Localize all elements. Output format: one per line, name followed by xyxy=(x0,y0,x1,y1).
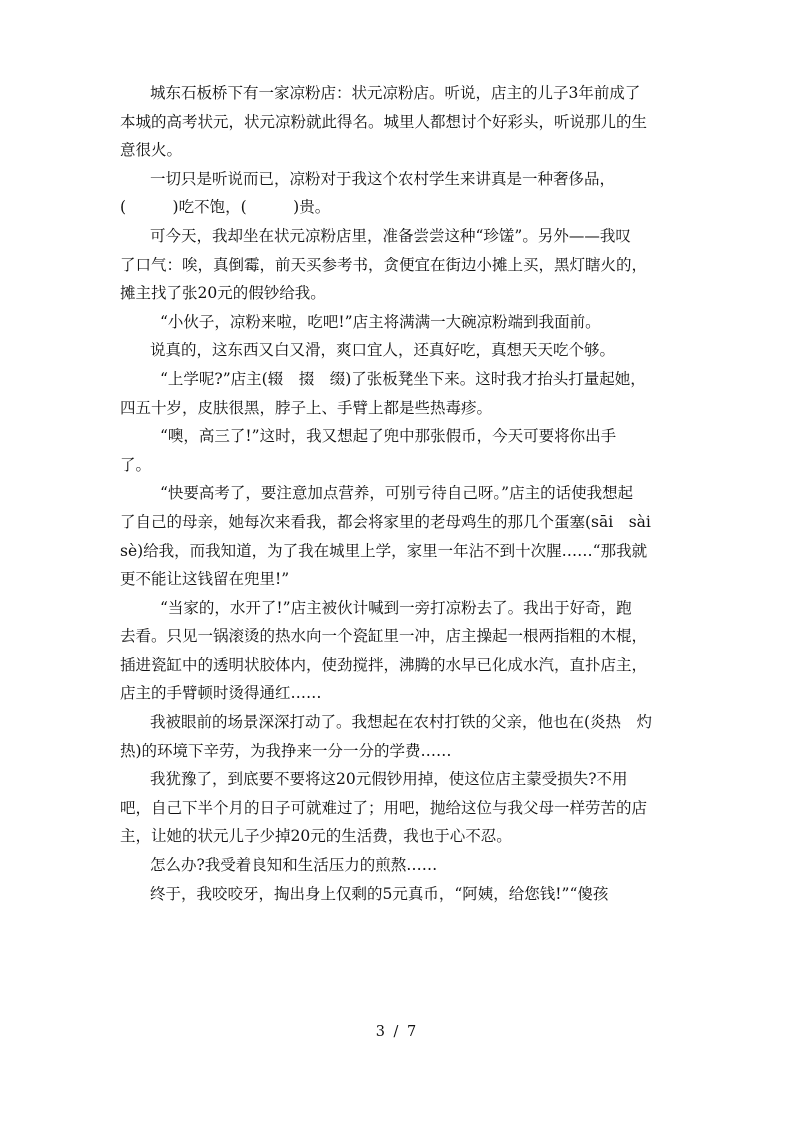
text-line: 一切只是听说而已，凉粉对于我这个农村学生来讲真是一种奢侈品， xyxy=(150,169,616,188)
text-line: 吧，自己下半个月的日子可就难过了；用吧，抛给这位与我父母一样劳苦的店 xyxy=(120,798,648,817)
text-line: “噢，高三了!”这时，我又想起了兜中那张假币，今天可要将你出手 xyxy=(160,427,617,446)
text-line: 去看。只见一锅滚烫的热水向一个瓷缸里一冲，店主操起一根两指粗的木棍， xyxy=(120,627,648,646)
text-line: 了自己的母亲，她每次来看我，都会将家里的老母鸡生的那几个蛋塞(sāi sài xyxy=(120,512,651,531)
text-line: sè)给我，而我知道，为了我在城里上学，家里一年沾不到十次腥……“那我就 xyxy=(120,541,648,560)
text-line: 主，让她的状元儿子少掉20元的生活费，我也于心不忍。 xyxy=(120,827,512,846)
text-line: 摊主找了张20元的假钞给我。 xyxy=(120,284,326,303)
text-line: “快要高考了，要注意加点营养，可别亏待自己呀。”店主的话使我想起 xyxy=(160,484,634,503)
text-line: 店主的手臂顿时烫得通红…… xyxy=(120,684,322,703)
text-line: “当家的，水开了!”店主被伙计喊到一旁打凉粉去了。我出于好奇，跑 xyxy=(160,598,632,617)
text-line: “小伙子，凉粉来啦，吃吧!”店主将满满一大碗凉粉端到我面前。 xyxy=(160,312,601,331)
text-line: 了。 xyxy=(120,455,152,474)
text-line: 终于，我咬咬牙，掏出身上仅剩的5元真币，“阿姨，给您钱!”“傻孩 xyxy=(150,884,609,903)
text-line: 更不能让这钱留在兜里!” xyxy=(120,570,290,589)
text-line: 说真的，这东西又白又滑，爽口宜人，还真好吃，真想天天吃个够。 xyxy=(150,341,616,360)
text-line: 了口气：唉，真倒霉，前天买参考书，贪便宜在街边小摊上买，黑灯瞎火的， xyxy=(120,255,648,274)
text-line: 热)的环境下辛劳，为我挣来一分一分的学费…… xyxy=(120,741,452,760)
text-line: 四五十岁，皮肤很黑，脖子上、手臂上都是些热毒疹。 xyxy=(120,398,493,417)
text-line: 本城的高考状元，状元凉粉就此得名。城里人都想讨个好彩头，听说那儿的生 xyxy=(120,112,648,131)
text-line: “上学呢?”店主(辍 掇 缀)了张板凳坐下来。这时我才抬头打量起她， xyxy=(160,369,646,388)
text-line: 插进瓷缸中的透明状胶体内，使劲搅拌，沸腾的水早已化成水汽，直扑店主， xyxy=(120,655,648,674)
text-line: 我犹豫了，到底要不要将这20元假钞用掉，使这位店主蒙受损失?不用 xyxy=(150,770,628,789)
text-line: 我被眼前的场景深深打动了。我想起在农村打铁的父亲，他也在(炎热 灼 xyxy=(150,713,653,732)
text-line: 城东石板桥下有一家凉粉店：状元凉粉店。听说，店主的儿子3年前成了 xyxy=(150,84,641,102)
text-line: 怎么办?我受着良知和生活压力的煎熬…… xyxy=(150,856,438,875)
article-body xyxy=(120,79,665,908)
text-line: 意很火。 xyxy=(120,141,183,160)
page-number: 3 / 7 xyxy=(375,1024,419,1040)
text-line: ( )吃不饱，( )贵。 xyxy=(120,198,331,217)
text-line: 可今天，我却坐在状元凉粉店里，准备尝尝这种“珍馐”。另外——我叹 xyxy=(150,226,631,245)
